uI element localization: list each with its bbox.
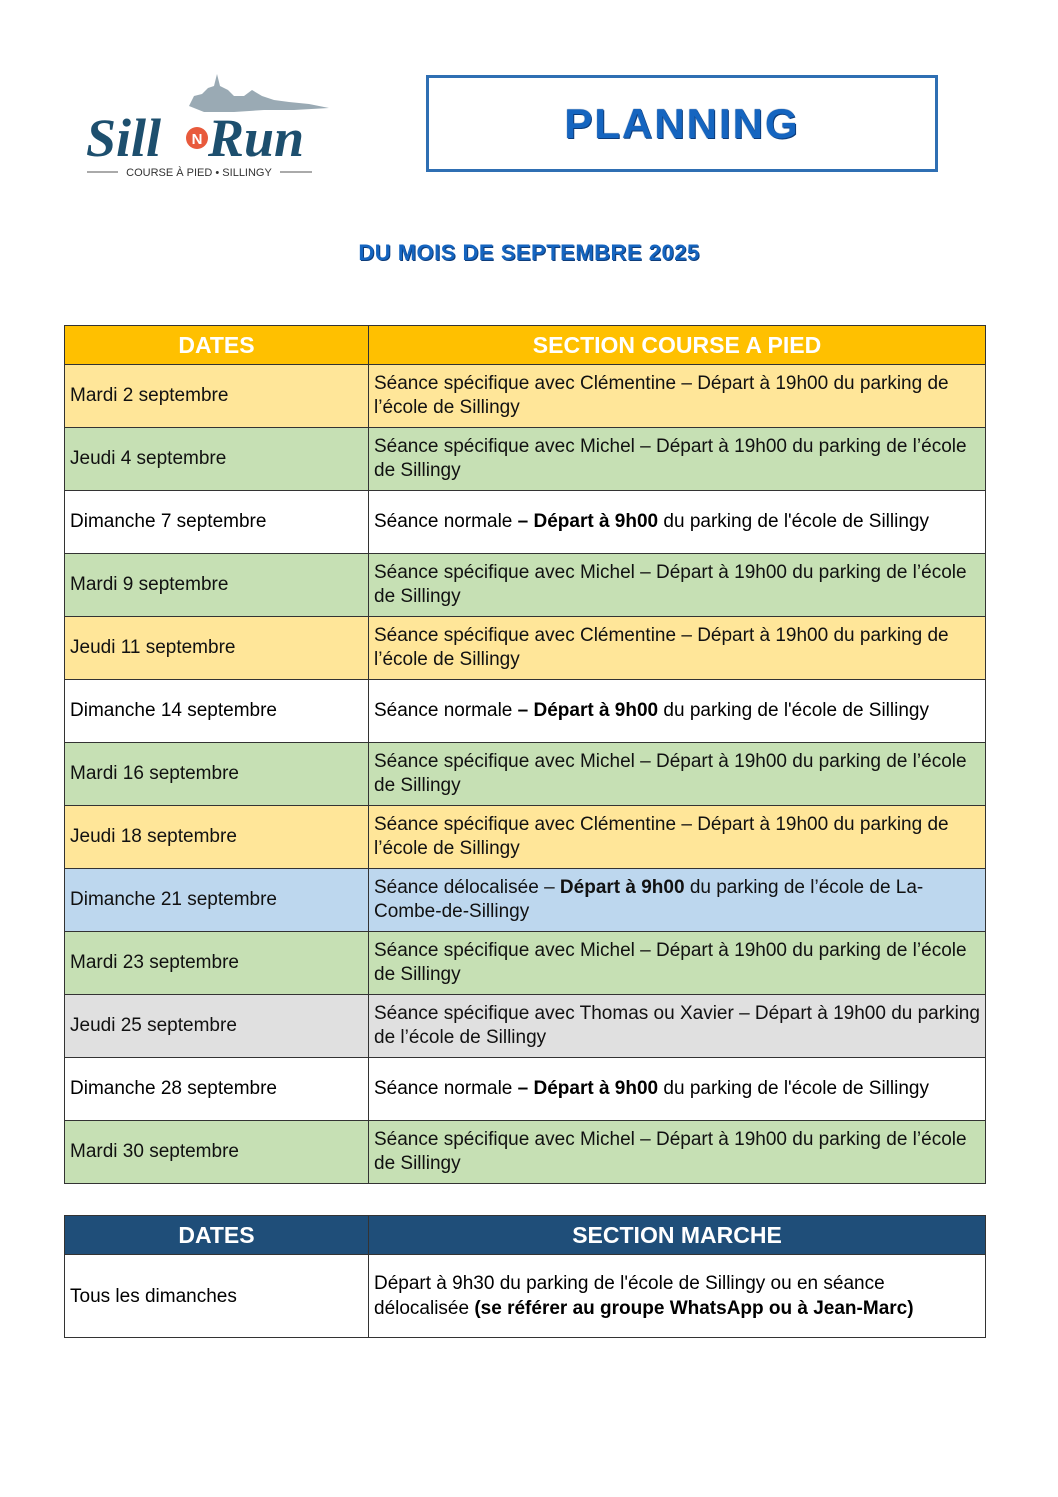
table-row [65,932,986,995]
date-cell: Mardi 16 septembre [65,743,369,806]
session-bold-text: Départ à 9h00 [559,877,685,898]
session-cell [369,995,986,1058]
castle-icon [189,74,329,112]
table-row [65,491,986,554]
session-text: du parking de l'école de Sillingy [658,1078,929,1099]
session-bold-text: – Départ à 9h00 [517,700,659,721]
session-cell [369,1121,986,1184]
table-row [65,869,986,932]
date-cell: Mardi 2 septembre [65,365,369,428]
date-cell: Dimanche 21 septembre [65,869,369,932]
course-schedule-table [64,325,986,1184]
session-text: Séance spécifique avec Michel – Départ à 19h00 du parking de l’école de Sillingy [374,940,967,985]
session-cell [369,428,986,491]
session-bold-text: – Départ à 9h00 [517,1078,659,1099]
column-header-dates: DATES [65,1216,369,1255]
session-cell [369,869,986,932]
date-cell: Jeudi 4 septembre [65,428,369,491]
table-row [65,680,986,743]
session-text: Séance normale [374,511,518,532]
date-cell: Mardi 23 septembre [65,932,369,995]
session-text: du parking de l'école de Sillingy [658,511,929,532]
session-cell [369,491,986,554]
date-cell: Tous les dimanches [65,1255,369,1338]
walk-schedule-table [64,1215,986,1338]
session-text: du parking de l'école de Sillingy [658,700,929,721]
session-text: Séance spécifique avec Thomas ou Xavier – Départ à 19h00 du parking de l’école de Sillingy [374,1003,980,1048]
table-row [65,617,986,680]
column-header-section: SECTION COURSE A PIED [369,326,986,365]
logo-n-text: N [191,131,203,148]
session-cell [369,365,986,428]
session-text: Séance normale [374,1078,518,1099]
session-text: Séance spécifique avec Michel – Départ à 19h00 du parking de l’école de Sillingy [374,1129,967,1174]
session-text: Séance spécifique avec Clémentine – Départ à 19h00 du parking de l’école de Sillingy [374,625,949,670]
page-title: PLANNING [564,99,800,147]
title-box [426,75,938,172]
session-cell [369,1058,986,1121]
column-header-dates: DATES [65,326,369,365]
logo-tagline: COURSE À PIED • SILLINGY [126,167,272,179]
logo-sill-text: Sill [86,108,162,168]
session-cell [369,554,986,617]
table-row [65,428,986,491]
date-cell: Jeudi 25 septembre [65,995,369,1058]
session-cell [369,1255,986,1338]
date-cell: Jeudi 11 septembre [65,617,369,680]
column-header-section: SECTION MARCHE [369,1216,986,1255]
table-row [65,1058,986,1121]
session-text: Séance spécifique avec Michel – Départ à 19h00 du parking de l’école de Sillingy [374,751,967,796]
table-row [65,365,986,428]
date-cell: Dimanche 14 septembre [65,680,369,743]
session-text: Séance spécifique avec Clémentine – Départ à 19h00 du parking de l’école de Sillingy [374,373,949,418]
table-row [65,743,986,806]
table-header-row [65,1216,986,1255]
page-subtitle: DU MOIS DE SEPTEMBRE 2025 [358,240,700,265]
date-cell: Mardi 30 septembre [65,1121,369,1184]
session-cell [369,743,986,806]
course-table-body [65,365,986,1184]
session-bold-text: – Départ à 9h00 [517,511,659,532]
session-cell [369,932,986,995]
table-row [65,554,986,617]
session-text: Séance normale [374,700,518,721]
session-text: Départ à 9h30 du parking de l'école de Sillingy ou en séance délocalisée [374,1273,885,1319]
session-cell [369,617,986,680]
table-row [65,1255,986,1338]
table-row [65,995,986,1058]
table-row [65,1121,986,1184]
session-text: Séance spécifique avec Michel – Départ à 19h00 du parking de l’école de Sillingy [374,436,967,481]
date-cell: Jeudi 18 septembre [65,806,369,869]
date-cell: Dimanche 28 septembre [65,1058,369,1121]
session-bold-text: (se référer au groupe WhatsApp ou à Jean-Marc) [474,1298,914,1319]
date-cell: Dimanche 7 septembre [65,491,369,554]
date-cell: Mardi 9 septembre [65,554,369,617]
session-cell [369,806,986,869]
session-text: du parking de l’école de La-Combe-de-Sillingy [374,877,924,922]
session-cell [369,680,986,743]
session-text: Séance spécifique avec Michel – Départ à 19h00 du parking de l’école de Sillingy [374,562,967,607]
sill-n-run-logo [84,66,334,186]
table-header-row [65,326,986,365]
logo-run-text: Run [208,108,305,168]
session-text: Séance délocalisée – [374,877,560,898]
table-row [65,806,986,869]
session-text: Séance spécifique avec Clémentine – Départ à 19h00 du parking de l’école de Sillingy [374,814,949,859]
